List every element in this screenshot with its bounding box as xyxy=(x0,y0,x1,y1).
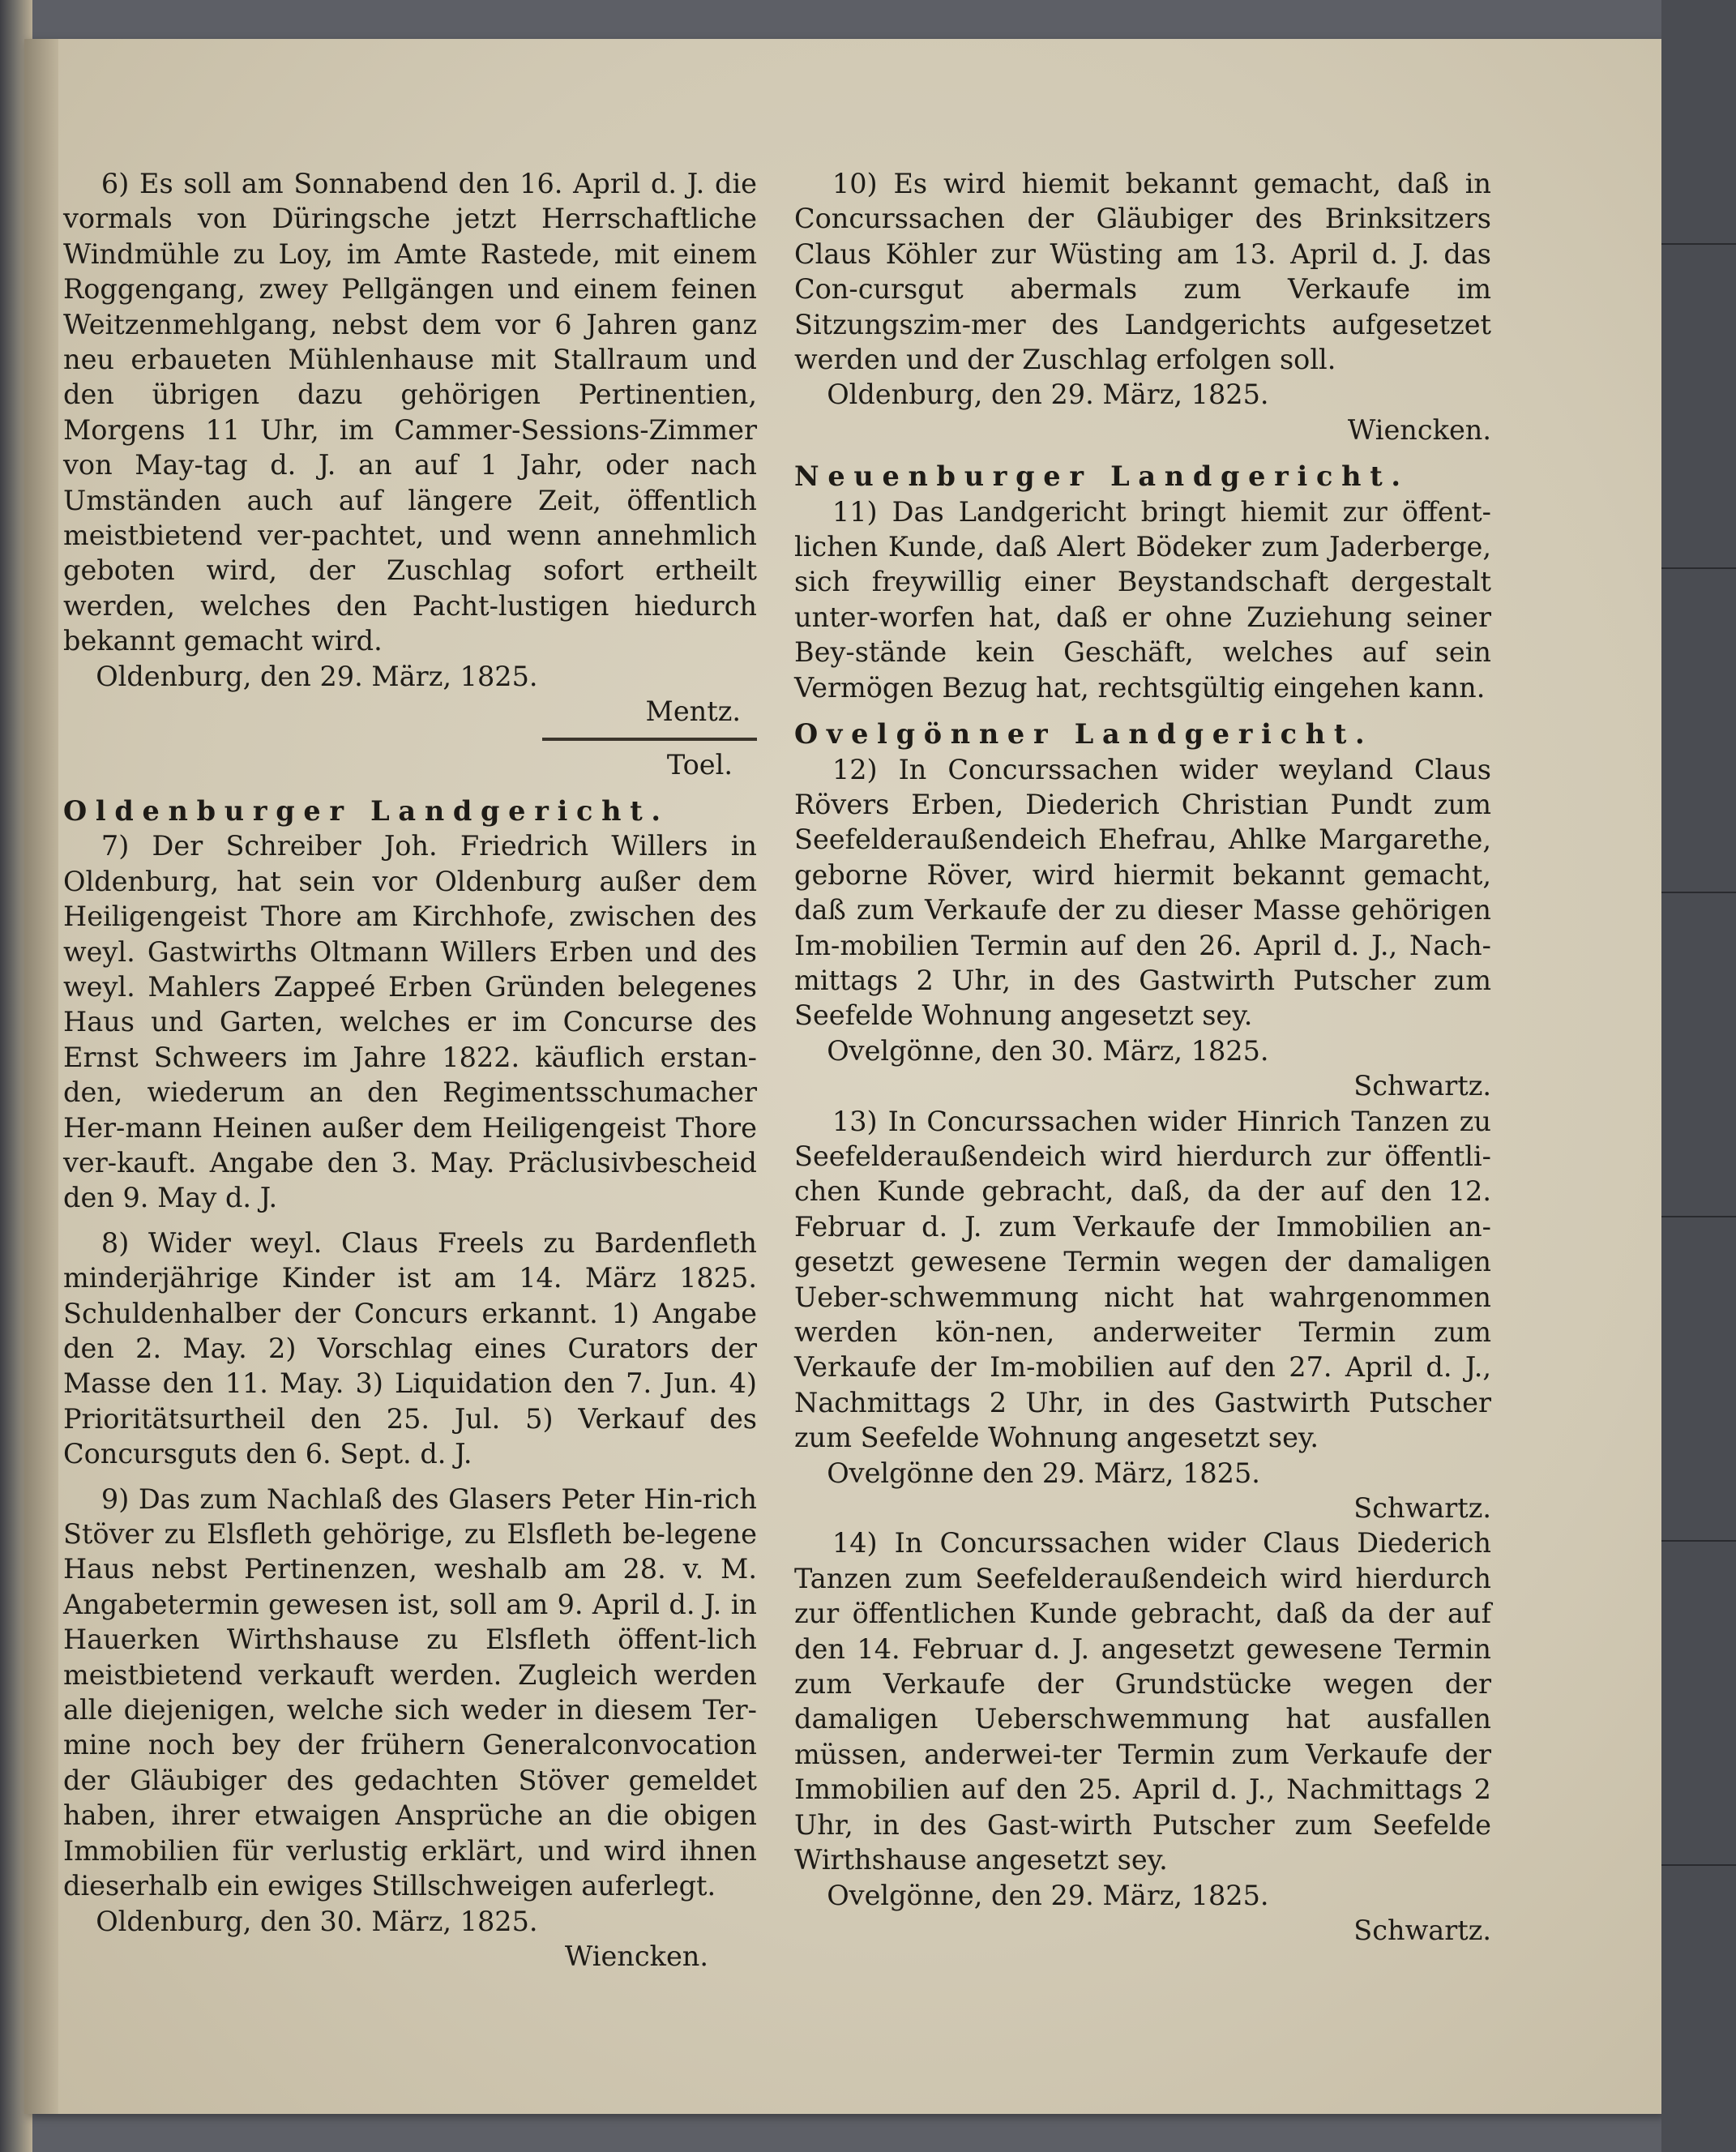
notice-8: 8) Wider weyl. Claus Freels zu Bardenfleth minderjährige Kinder ist am 14. März 1825. Schuldenhalber der Concurs erkannt. 1) Angabe den 2. May. 2) Vorschlag eines Curators der Masse den 11. May. 3) Liquidation den 7. Jun. 4) Prioritätsurtheil den 25. Jul. 5) Verkauf des Concursguts den 6. Sept. d. J. xyxy=(63,1226,757,1470)
notice-14: 14) In Concurssachen wider Claus Diederich Tanzen zum Seefelderaußendeich wird hierdurch zur öffentlichen Kunde gebracht, daß da der auf den 14. Februar d. J. angesetzt gewesene Termin zum Verkaufe der Grundstücke wegen der damaligen Ueberschwemmung hat ausfallen müssen, anderwei-ter Termin zum Verkaufe der Immobilien auf den 25. April d. J., Nachmittags 2 Uhr, in des Gast-wirth Putscher zum Seefelde Wirthshause angesetzt sey. xyxy=(794,1527,1491,1876)
notice-10: 10) Es wird hiemit bekannt gemacht, daß in Concurssachen der Gläubiger des Brinksitzers Claus Köhler zur Wüsting am 13. April d. J. das Con-cursgut abermals zum Verkaufe im Sitzungszim-mer des Landgerichts aufgesetzet werden und der Zuschlag erfolgen soll. xyxy=(794,168,1491,376)
section-heading-neuenburger-landgericht: Neuenburger Landgericht. xyxy=(794,460,1409,493)
ruler-tick xyxy=(1661,892,1736,893)
notice-6-signature-2: Toel. xyxy=(666,748,733,781)
right-column xyxy=(794,166,1491,1948)
ruler-tick xyxy=(1661,1864,1736,1866)
notice-14-dateline: Ovelgönne, den 29. März, 1825. xyxy=(827,1879,1269,1911)
section-heading-oldenburger-landgericht: Oldenburger Landgericht. xyxy=(63,794,669,827)
notice-7: 7) Der Schreiber Joh. Friedrich Willers in Oldenburg, hat sein vor Oldenburg außer dem Heiligengeist Thore am Kirchhofe, zwischen des weyl. Gastwirths Oltmann Willers Erben und des weyl. Mahlers Zappeé Erben Gründen belegenes Haus und Garten, welches er im Concurse des Ernst Schweers im Jahre 1822. käuflich erstan-den, wiederum an den Regimentsschumacher Her-mann Heinen außer dem Heiligengeist Thore ver-kauft. Angabe den 3. May. Präclusivbescheid den 9. May d. J. xyxy=(63,830,757,1214)
notice-13-signature: Schwartz. xyxy=(1353,1492,1491,1525)
notice-6-dateline: Oldenburg, den 29. März, 1825. xyxy=(96,660,538,692)
section-divider xyxy=(542,738,757,741)
notice-12-signature: Schwartz. xyxy=(1353,1070,1491,1102)
notice-9: 9) Das zum Nachlaß des Glasers Peter Hin-rich Stöver zu Elsfleth gehörige, zu Elsfleth be-legene Haus nebst Pertinenzen, weshalb am 28. v. M. Angabetermin gewesen ist, soll am 9. April d. J. in Hauerken Wirthshause zu Elsfleth öffent-lich meistbietend verkauft werden. Zugleich werden alle diejenigen, welche sich weder in diesem Ter-mine noch bey der frühern Generalconvocation der Gläubiger des gedachten Stöver gemeldet haben, ihrer etwaigen Ansprüche an die obigen Immobilien für verlustig erklärt, und wird ihnen dieserhalb ein ewiges Stillschweigen auferlegt. xyxy=(63,1482,757,1902)
scan-ruler xyxy=(1661,0,1736,2152)
notice-13: 13) In Concurssachen wider Hinrich Tanzen zu Seefelderaußendeich wird hierdurch zur öffentli-chen Kunde gebracht, daß, da der auf den 12. Februar d. J. zum Verkaufe der Immobilien an-gesetzt gewesene Termin wegen der damaligen Ueber-schwemmung nicht hat wahrgenommen werden kön-nen, anderweiter Termin zum Verkaufe der Im-mobilien auf den 27. April d. J., Nachmittags 2 Uhr, in des Gastwirth Putscher zum Seefelde Wohnung angesetzt sey. xyxy=(794,1105,1491,1454)
notice-13-dateline: Ovelgönne den 29. März, 1825. xyxy=(827,1457,1260,1489)
notice-6-signature: Mentz. xyxy=(645,695,741,728)
section-heading-ovelgoenner-landgericht: Ovelgönner Landgericht. xyxy=(794,718,1374,751)
page-spine-shadow xyxy=(24,39,58,2114)
ruler-tick xyxy=(1661,567,1736,569)
ruler-tick xyxy=(1661,243,1736,245)
notice-10-dateline: Oldenburg, den 29. März, 1825. xyxy=(827,379,1269,411)
notice-10-signature: Wiencken. xyxy=(1347,413,1491,446)
notice-9-dateline: Oldenburg, den 30. März, 1825. xyxy=(96,1905,538,1937)
ruler-tick xyxy=(1661,1216,1736,1217)
notice-11: 11) Das Landgericht bringt hiemit zur öffent-lichen Kunde, daß Alert Bödeker zum Jaderberge, sich freywillig einer Beystandschaft dergestalt unter-worfen hat, daß er ohne Zuziehung seiner Bey-stände kein Geschäft, welches auf sein Vermögen Bezug hat, rechtsgültig eingehen kann. xyxy=(794,495,1491,704)
notice-14-signature: Schwartz. xyxy=(1353,1914,1491,1946)
left-column xyxy=(63,166,757,1974)
notice-9-signature: Wiencken. xyxy=(564,1940,708,1972)
notice-6: 6) Es soll am Sonnabend den 16. April d. J. die vormals von Düringsche jetzt Herrschaftliche Windmühle zu Loy, im Amte Rastede, mit einem Roggengang, zwey Pellgängen und einem feinen Weitzenmehlgang, nebst dem vor 6 Jahren ganz neu erbaueten Mühlenhause mit Stallraum und den übrigen dazu gehörigen Pertinentien, Morgens 11 Uhr, im Cammer-Sessions-Zimmer von May-tag d. J. an auf 1 Jahr, oder nach Umständen auch auf längere Zeit, öffentlich meistbietend ver-pachtet, und wenn annehmlich geboten wird, der Zuschlag sofort ertheilt werden, welches den Pacht-lustigen hiedurch bekannt gemacht wird. xyxy=(63,168,757,657)
ruler-tick xyxy=(1661,1540,1736,1542)
notice-12: 12) In Concurssachen wider weyland Claus Rövers Erben, Diederich Christian Pundt zum Seefelderaußendeich Ehefrau, Ahlke Margarethe, geborne Röver, wird hiermit bekannt gemacht, daß zum Verkaufe der zu dieser Masse gehörigen Im-mobilien Termin auf den 26. April d. J., Nach-mittags 2 Uhr, in des Gastwirth Putscher zum Seefelde Wohnung angesetzt sey. xyxy=(794,753,1491,1032)
notice-12-dateline: Ovelgönne, den 30. März, 1825. xyxy=(827,1034,1269,1067)
